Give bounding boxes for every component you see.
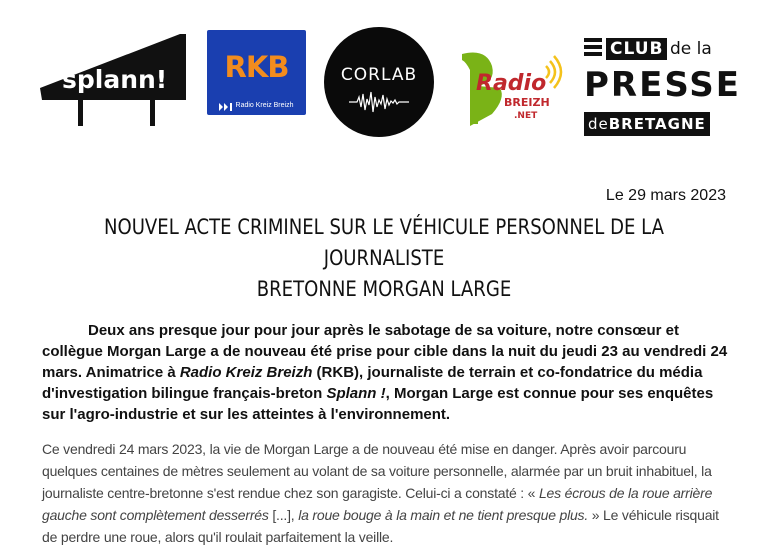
lead-text-2: (RKB), journaliste de terrain et co-fondatrice du média d'investigation bilingue français-breton	[42, 364, 703, 402]
splann-logo-text: splann!	[62, 65, 168, 94]
title-line-2: BRETONNE MORGAN LARGE	[256, 277, 512, 301]
club-logo-text: CLUB	[606, 38, 667, 60]
article-lead	[42, 320, 732, 425]
radio-breizh-logo	[456, 48, 566, 130]
body-text-1: Ce vendredi 24 mars 2023, la vie de Morgan Large a de nouveau été mise en danger. Après avoir parcouru quelques centaines de mètres seulement au volant de sa voiture personnelle, alarmée par un bruit inhabituel, la journaliste centre-bretonne s'est rendue chez son garagiste. Celui-ci a constaté : «	[42, 441, 712, 501]
dela-logo-text: de la	[670, 39, 712, 59]
breizh-logo-text: BREIZH	[504, 96, 550, 109]
body-quote-1: Les écrous de la roue arrière gauche sont complètement desserrés	[42, 485, 713, 523]
lead-radio-name: Radio Kreiz Breizh	[179, 364, 313, 381]
lead-text-3: , Morgan Large est connue pour ses enquêtes sur l'agro-industrie et sur les atteintes à l'environnement.	[42, 385, 714, 423]
splann-logo	[40, 28, 188, 128]
article-title	[80, 212, 689, 305]
radio-logo-text: Radio	[476, 71, 547, 96]
club-presse-logo	[584, 38, 741, 138]
article-body	[42, 438, 730, 548]
title-line-1: NOUVEL ACTE CRIMINEL SUR LE VÉHICULE PERSONNEL DE LA JOURNALISTE	[103, 215, 665, 270]
de-logo-text: de	[588, 115, 609, 133]
article-date: Le 29 mars 2023	[605, 187, 726, 204]
bretagne-logo-text: BRETAGNE	[608, 115, 706, 133]
lead-splann-name: Splann !	[326, 385, 386, 402]
soundwave-icon	[349, 91, 409, 113]
body-text-2: [...],	[268, 507, 299, 523]
corlab-logo	[324, 27, 434, 137]
bretagne-logo-box	[584, 112, 710, 136]
menu-bars-icon	[584, 38, 602, 59]
corlab-logo-text: CORLAB	[340, 65, 418, 85]
rkb-logo-text: RKB	[224, 50, 289, 84]
body-quote-2: la roue bouge à la main et ne tient presque plus.	[298, 507, 589, 523]
presse-logo-text: PRESSE	[584, 65, 741, 105]
body-text-3: » Le véhicule risquait de perdre une roue, alors qu'il roulait parfaitement la veille.	[42, 507, 719, 545]
lead-text-1: Deux ans presque jour pour jour après le sabotage de sa voiture, notre consœur et collègue Morgan Large a de nouveau été prise pour cible dans la nuit du jeudi 23 au vendredi 24 mars. Animatrice à	[42, 322, 728, 381]
net-logo-text: .NET	[514, 111, 538, 121]
rkb-logo	[207, 30, 306, 115]
rkb-logo-subtitle: Radio Kreiz Breizh	[235, 102, 294, 109]
logo-banner	[0, 0, 768, 160]
